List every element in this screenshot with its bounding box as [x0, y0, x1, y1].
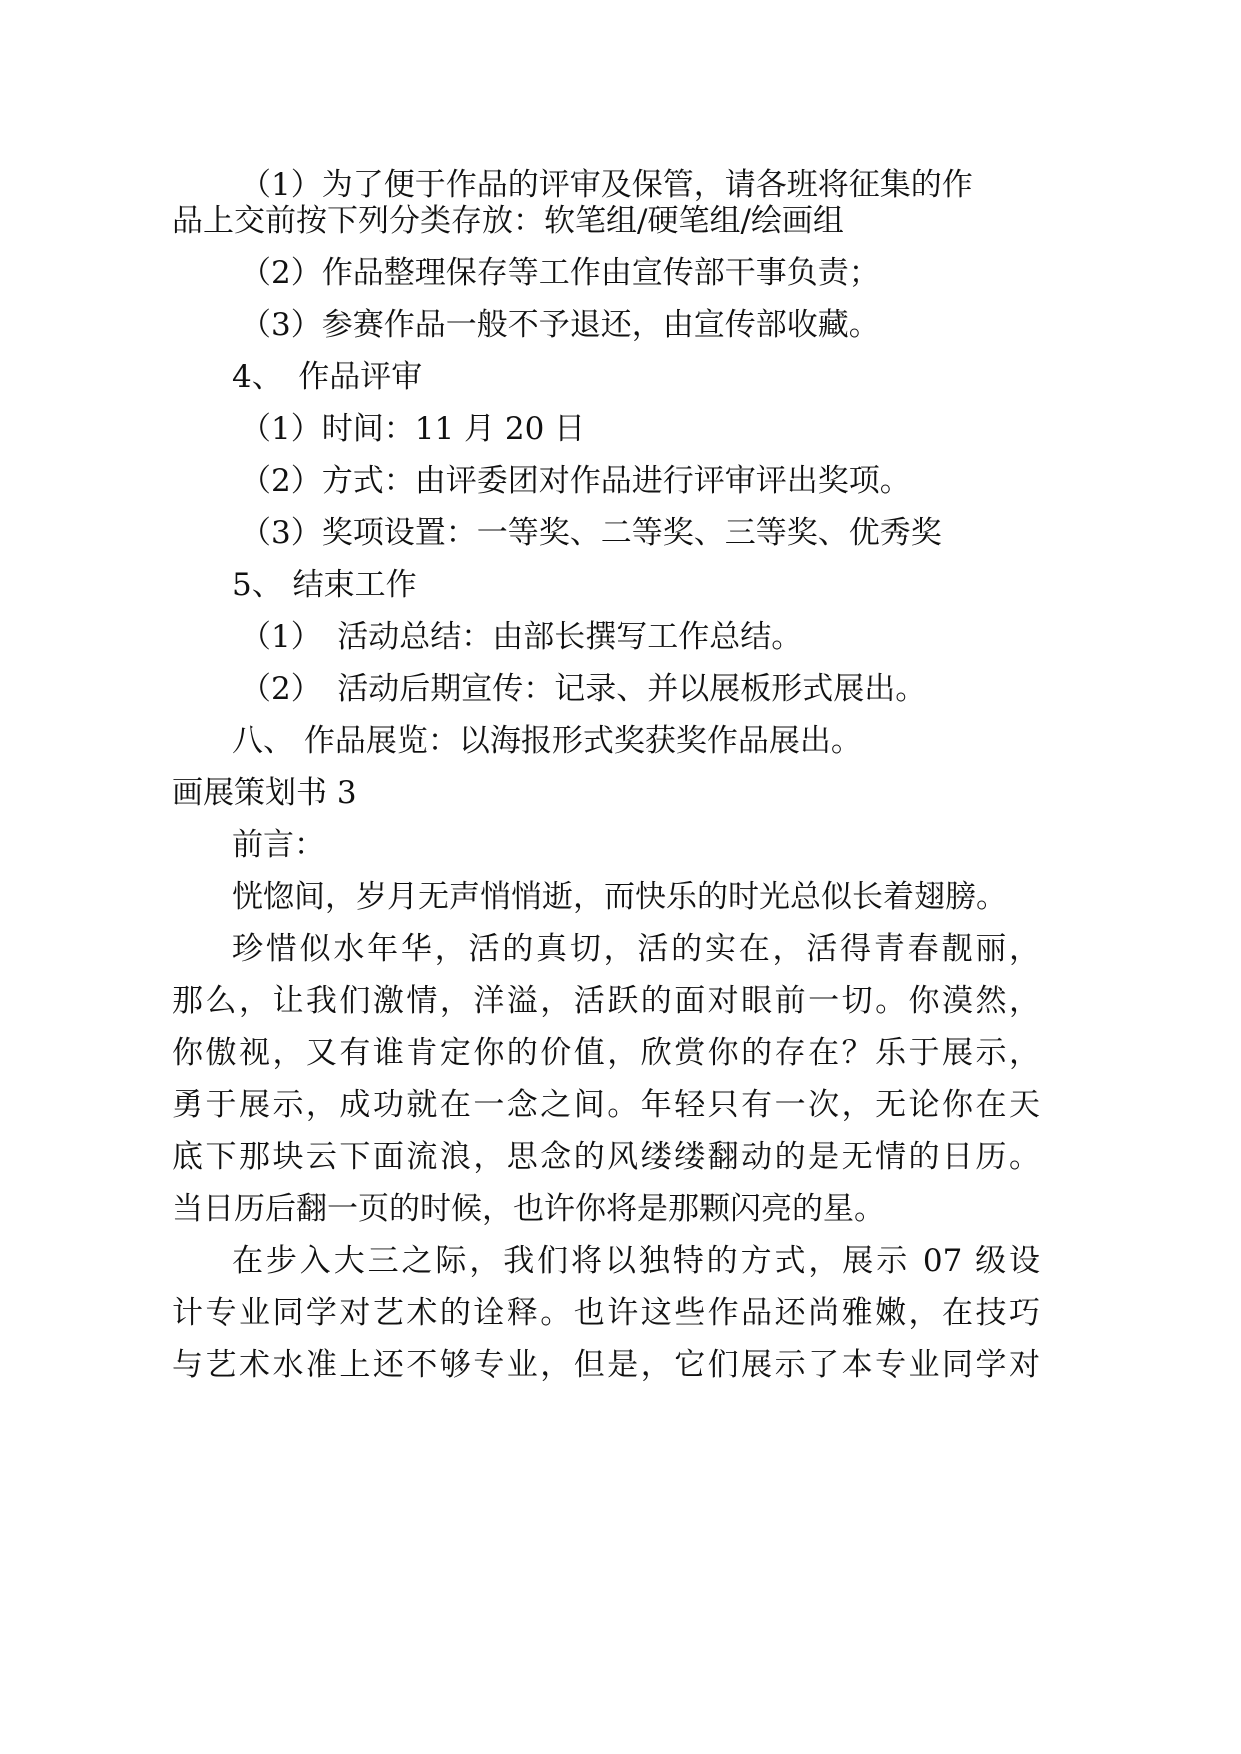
section-heading: 4、 作品评审	[232, 359, 423, 395]
paragraph-line: 前言：	[232, 827, 325, 863]
paragraph-line: 品上交前按下列分类存放：软笔组/硬笔组/绘画组	[172, 203, 844, 239]
paragraph-line: （2） 活动后期宣传：记录、并以展板形式展出。	[240, 671, 927, 707]
section-heading: 5、 结束工作	[232, 567, 417, 603]
paragraph-line: （2）方式：由评委团对作品进行评审评出奖项。	[240, 463, 911, 499]
paragraph-line: 你傲视，又有谁肯定你的价值，欣赏你的存在？乐于展示，	[172, 1035, 1040, 1071]
paragraph-line: 在步入大三之际，我们将以独特的方式，展示 07 级设	[232, 1243, 1040, 1279]
paragraph-line: （1）为了便于作品的评审及保管，请各班将征集的作	[240, 167, 973, 203]
paragraph-line: （1） 活动总结：由部长撰写工作总结。	[240, 619, 803, 655]
paragraph-line: 计专业同学对艺术的诠释。也许这些作品还尚雅嫩，在技巧	[172, 1295, 1040, 1331]
paragraph-line: 当日历后翻一页的时候，也许你将是那颗闪亮的星。	[172, 1191, 885, 1227]
paragraph-line: 恍惚间，岁月无声悄悄逝，而快乐的时光总似长着翅膀。	[232, 879, 1007, 915]
paragraph-line: （3）奖项设置：一等奖、二等奖、三等奖、优秀奖	[240, 515, 942, 551]
document-title: 画展策划书 3	[172, 775, 357, 811]
paragraph-line: 勇于展示，成功就在一念之间。年轻只有一次，无论你在天	[172, 1087, 1040, 1123]
section-heading: 八、 作品展览：以海报形式奖获奖作品展出。	[232, 723, 862, 759]
paragraph-line: （1）时间：11 月 20 日	[240, 411, 586, 447]
paragraph-line: 那么，让我们激情，洋溢，活跃的面对眼前一切。你漠然，	[172, 983, 1040, 1019]
paragraph-line: 珍惜似水年华，活的真切，活的实在，活得青春靓丽，	[232, 931, 1040, 967]
paragraph-line: 与艺术水准上还不够专业，但是，它们展示了本专业同学对	[172, 1347, 1040, 1383]
paragraph-line: 底下那块云下面流浪，思念的风缕缕翻动的是无情的日历。	[172, 1139, 1040, 1175]
paragraph-line: （2）作品整理保存等工作由宣传部干事负责；	[240, 255, 880, 291]
paragraph-line: （3）参赛作品一般不予退还，由宣传部收藏。	[240, 307, 880, 343]
